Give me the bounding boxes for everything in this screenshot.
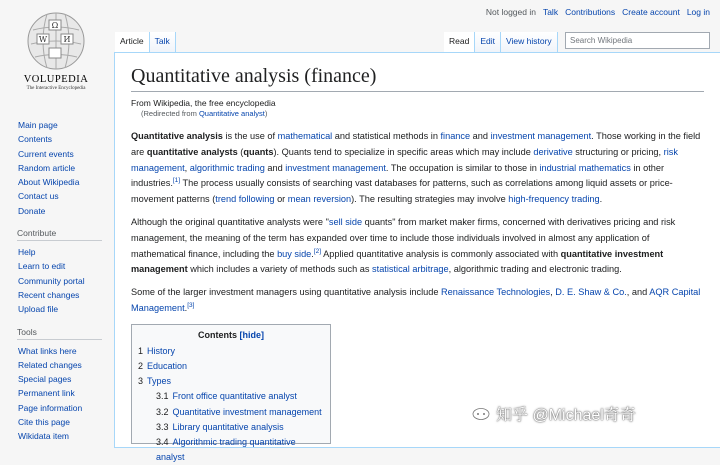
- inline-link[interactable]: mean reversion: [287, 194, 352, 205]
- sidebar-item: [18, 245, 112, 259]
- sidebar-item: [18, 344, 112, 358]
- sidebar-link[interactable]: Page information: [18, 402, 83, 413]
- paragraph-history: [131, 215, 704, 278]
- zhihu-icon: [472, 407, 490, 421]
- bold-term: quantitative analysts: [146, 146, 238, 157]
- redirect-note: [141, 109, 704, 118]
- tab-talk[interactable]: Talk: [150, 32, 176, 52]
- sidebar-link[interactable]: Random article: [18, 162, 76, 173]
- paragraph-text: is the use of: [222, 131, 278, 141]
- inline-link[interactable]: finance: [440, 131, 471, 141]
- view-tabs: [444, 32, 558, 52]
- paragraph-text: , and: [626, 287, 650, 298]
- paragraph-text: (: [237, 146, 244, 157]
- toc-link[interactable]: Quantitative investment management: [172, 406, 322, 417]
- sidebar-link[interactable]: Related changes: [18, 359, 82, 370]
- sidebar-link[interactable]: Community portal: [18, 275, 85, 286]
- sidebar-link[interactable]: Main page: [18, 120, 58, 130]
- sidebar-item: [18, 204, 112, 218]
- contribute-list: [18, 245, 112, 316]
- sidebar-link[interactable]: Recent changes: [18, 289, 80, 300]
- sidebar-link[interactable]: Current events: [18, 148, 74, 159]
- paragraph-text: ,: [550, 287, 556, 298]
- toc-number: 3.1: [156, 391, 169, 402]
- paragraph-text: The process usually consists of searching vast databases for patterns, such as correlations among liquid assets or price-movement patterns (: [131, 178, 673, 205]
- inline-link[interactable]: AQR Capital Management: [131, 287, 701, 313]
- svg-text:Ω: Ω: [51, 21, 59, 30]
- paragraph-text: ,: [184, 162, 190, 173]
- toc-list: [138, 344, 324, 465]
- citation-link[interactable]: [1]: [172, 177, 181, 185]
- inline-link[interactable]: investment management: [285, 162, 386, 173]
- personal-tools: [486, 7, 710, 17]
- bold-term: quants: [243, 146, 274, 157]
- toc-item[interactable]: [138, 374, 324, 389]
- sidebar-link[interactable]: Donate: [18, 205, 46, 216]
- svg-text:И: И: [63, 35, 71, 44]
- paragraph-text: which includes a variety of methods such as: [187, 264, 373, 275]
- sidebar-link[interactable]: Help: [18, 247, 36, 258]
- toc-item[interactable]: [138, 435, 324, 465]
- paragraph-text: ). Quants tend to specialize in specific areas which may include: [273, 146, 534, 157]
- paragraph-managers: [131, 285, 704, 317]
- logo-wordmark: VOLUPEDIA: [23, 74, 89, 85]
- toc-number: 3.3: [156, 421, 169, 432]
- toc-number: 3.2: [156, 406, 169, 417]
- tools-list: [18, 344, 112, 444]
- toc-link[interactable]: Library quantitative analysis: [172, 421, 284, 432]
- sidebar-item: [18, 147, 112, 161]
- sidebar-item: [18, 302, 112, 316]
- namespace-tabs: [115, 32, 176, 52]
- tab-read[interactable]: Read: [444, 32, 475, 52]
- globe-icon: [25, 10, 87, 72]
- sidebar-item: [18, 358, 112, 372]
- inline-link[interactable]: high-frequency trading: [508, 194, 600, 205]
- inline-link[interactable]: investment management: [490, 131, 592, 141]
- tab-edit[interactable]: Edit: [475, 32, 501, 52]
- sidebar-item: [18, 118, 112, 132]
- citation-link[interactable]: [3]: [187, 301, 195, 309]
- toc-link[interactable]: Types: [147, 376, 172, 387]
- inline-link[interactable]: derivative: [533, 146, 573, 157]
- toc-item[interactable]: [138, 389, 324, 404]
- sidebar-link[interactable]: Cite this page: [18, 417, 70, 428]
- inline-link[interactable]: buy side: [277, 248, 312, 259]
- toc-number: 2: [138, 360, 144, 371]
- inline-link[interactable]: D. E. Shaw & Co.: [555, 287, 627, 298]
- paragraph-text: quants" from market maker firms, concerned with derivatives pricing and risk management, the meaning of the term has expanded over time to include those individuals involved in almost any application of mathematical finance, including the: [131, 216, 676, 259]
- toc-number: 1: [138, 345, 144, 356]
- article-content: [114, 52, 720, 463]
- toc-item[interactable]: [138, 359, 324, 374]
- toc-item[interactable]: [138, 344, 324, 359]
- sidebar-link[interactable]: Contact us: [18, 191, 59, 202]
- toc-item[interactable]: [138, 405, 324, 420]
- citation-link[interactable]: [2]: [313, 247, 322, 255]
- sidebar-item: [18, 288, 112, 302]
- inline-link[interactable]: mathematical: [277, 131, 333, 141]
- watermark: [472, 402, 636, 425]
- toc-title: Contents: [197, 329, 237, 340]
- sidebar-item: [18, 274, 112, 288]
- inline-link[interactable]: trend following: [215, 194, 275, 205]
- paragraph-text: and: [264, 162, 286, 173]
- sidebar-link[interactable]: Permanent link: [18, 388, 75, 399]
- sidebar-item: [18, 415, 112, 429]
- sidebar-tools: [0, 327, 112, 444]
- sidebar-item: [18, 189, 112, 203]
- paragraph-text: or: [274, 194, 288, 205]
- talk-link[interactable]: Talk: [542, 7, 559, 17]
- paragraph-text: ). The resulting strategies may involve: [351, 194, 509, 205]
- inline-link[interactable]: risk management: [131, 146, 678, 173]
- tools-heading: Tools: [17, 327, 102, 340]
- sidebar-navigation: [0, 118, 112, 218]
- paragraph-text: Although the original quantitative analysts were ": [131, 216, 329, 227]
- sidebar-link[interactable]: Learn to edit: [18, 261, 66, 272]
- search-input[interactable]: Search Wikipedia: [565, 32, 710, 49]
- contributions-link[interactable]: Contributions: [565, 7, 616, 17]
- sidebar-item: [18, 132, 112, 146]
- toc-link[interactable]: History: [147, 345, 176, 356]
- tab-article[interactable]: Article: [115, 32, 150, 52]
- bold-term: Quantitative analysis: [131, 131, 223, 141]
- sidebar-link[interactable]: Special pages: [18, 374, 72, 385]
- toc-title-row: [138, 330, 324, 340]
- sidebar-link[interactable]: Contents: [18, 134, 53, 145]
- inline-link[interactable]: Renaissance Technologies: [441, 287, 551, 298]
- paragraph-text: structuring or pricing,: [572, 146, 664, 157]
- watermark-text: 知乎 @Michael奇奇: [496, 407, 636, 424]
- sidebar-link[interactable]: About Wikipedia: [18, 177, 80, 188]
- table-of-contents: [131, 324, 331, 463]
- tab-view-history[interactable]: View history: [501, 32, 558, 52]
- logo-tagline: The Interactive Encyclopedia: [26, 86, 86, 91]
- sidebar-item: [18, 429, 112, 443]
- sidebar-item: [18, 401, 112, 415]
- bold-term: quantitative investment management: [131, 248, 664, 275]
- svg-text:W: W: [38, 35, 48, 44]
- toc-link[interactable]: Algorithmic trading quantitative analyst: [156, 436, 296, 463]
- site-subtitle: From Wikipedia, the free encyclopedia: [131, 98, 276, 108]
- toc-number: 3: [138, 376, 144, 387]
- paragraph-text: . The occupation is similar to those in: [385, 162, 540, 173]
- paragraph-intro: [131, 129, 704, 208]
- site-logo[interactable]: [12, 10, 100, 110]
- not-logged-in-text: Not logged in: [485, 7, 536, 17]
- sidebar-item: [18, 259, 112, 273]
- paragraph-text: .: [599, 194, 603, 205]
- sidebar-item: [18, 386, 112, 400]
- sidebar-item: [18, 175, 112, 189]
- redirect-link[interactable]: Quantitative analyst: [198, 109, 265, 118]
- paragraph-text: in other industries.: [131, 162, 665, 189]
- toc-item[interactable]: [138, 420, 324, 435]
- sidebar-link[interactable]: Upload file: [18, 304, 59, 315]
- contribute-heading: Contribute: [17, 228, 102, 241]
- sidebar-link[interactable]: What links here: [18, 345, 77, 356]
- sidebar-contribute: [0, 228, 112, 316]
- toc-link[interactable]: Education: [147, 360, 188, 371]
- paragraph-text: .: [311, 248, 314, 259]
- paragraph-text: Applied quantitative analysis is commonly associated with: [321, 248, 561, 259]
- sidebar-link[interactable]: Wikidata item: [18, 431, 70, 442]
- paragraph-text: and statistical methods in: [332, 131, 441, 141]
- paragraph-text: Some of the larger investment managers using quantitative analysis include: [131, 287, 441, 298]
- redirect-suffix: ): [264, 109, 268, 118]
- paragraph-text: .: [184, 302, 188, 313]
- paragraph-text: , algorithmic trading and electronic trading.: [448, 264, 622, 275]
- inline-link[interactable]: sell side: [328, 216, 363, 227]
- redirect-prefix: (Redirected from: [141, 109, 199, 118]
- create-account-link[interactable]: Create account: [622, 7, 680, 17]
- login-link[interactable]: Log in: [686, 7, 710, 17]
- sidebar-item: [18, 161, 112, 175]
- inline-link[interactable]: algorithmic trading: [189, 162, 265, 173]
- inline-link[interactable]: industrial mathematics: [539, 162, 631, 173]
- paragraph-text: and: [470, 131, 491, 141]
- sidebar-item: [18, 372, 112, 386]
- inline-link[interactable]: statistical arbitrage: [372, 264, 449, 275]
- sidebar: [0, 118, 112, 454]
- page-title: Quantitative analysis (finance): [131, 65, 704, 92]
- paragraph-text: . Those working in the field are: [131, 131, 701, 157]
- toc-link[interactable]: Front office quantitative analyst: [172, 391, 297, 402]
- toc-number: 3.4: [156, 436, 169, 447]
- toc-hide-link[interactable]: [hide]: [239, 329, 264, 340]
